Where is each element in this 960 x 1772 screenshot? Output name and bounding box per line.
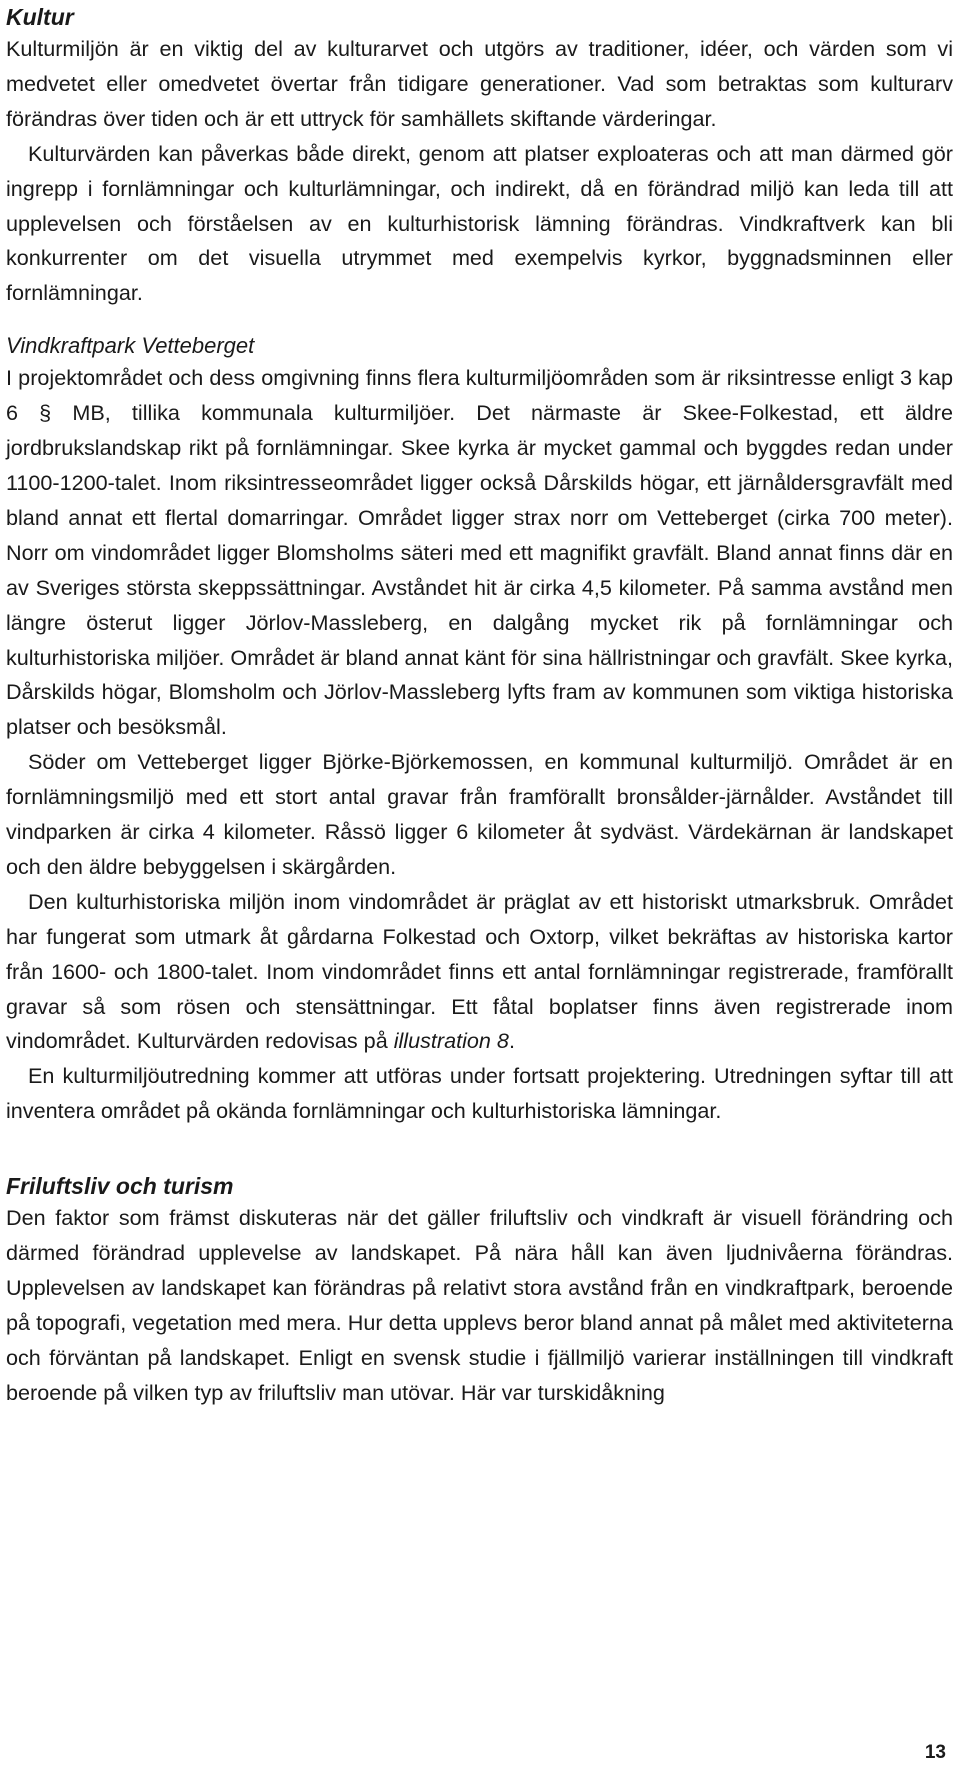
section-heading-friluftsliv: Friluftsliv och turism — [6, 1173, 234, 1200]
illustration-reference: illustration 8 — [393, 1028, 509, 1054]
page-number: 13 — [924, 1742, 946, 1763]
spacer — [6, 311, 953, 331]
paragraph-kulturhistoriska-miljon — [6, 885, 953, 1060]
paragraph-kulturmiljo: Kulturmiljön är en viktig del av kulturarvet och utgörs av traditioner, idéer, och värden som vi medvetet eller omedvetet övertar från tidigare generationer. Vad som betraktas som kulturarv förändras över tiden och är ett uttryck för samhällets skiftande värderingar. — [6, 36, 953, 131]
paragraph-kulturvarden: Kulturvärden kan påverkas både direkt, genom att platser exploateras och att man därmed gör ingrepp i fornlämningar och kulturlämningar, och indirekt, då en förändrad miljö kan leda till att upplevelsen och förståelsen av en kulturhistorisk lämning förändras. Vindkraftverk kan bli konkurrenter om det visuella utrymmet med exempelvis kyrkor, byggnadsminnen eller fornlämningar. — [6, 140, 953, 306]
paragraph-text: Den kulturhistoriska miljön inom vindområdet är präglat av ett historiskt utmarksbruk. Området har fungerat som utmark åt gårdarna Folkestad och Oxtorp, vilket bekräftas av historiska kartor från 1600- och 1800-talet. Inom vindområdet finns ett antal fornlämningar registrerade, framförallt gravar så som rösen och stensättningar. Ett fåtal boplatser finns även registrerade inom vindområdet. Kulturvärden redovisas på — [6, 888, 953, 1054]
document-page — [6, 0, 953, 1411]
paragraph-bjorke: Söder om Vetteberget ligger Björke-Björkemossen, en kommunal kulturmiljö. Området är en fornlämningsmiljö med ett stort antal gravar från framförallt bronsålder-järnålder. Avståndet till vindparken är cirka 4 kilometer. Råssö ligger 6 kilometer åt sydväst. Värdekärnan är landskapet och den äldre bebyggelsen i skärgården. — [6, 749, 953, 879]
paragraph-projektomradet: I projektområdet och dess omgivning finns flera kulturmiljöområden som är riksintresse enligt 3 kap 6 § MB, tillika kommunala kulturmiljöer. Det närmaste är Skee-Folkestad, ett äldre jordbrukslandskap rikt på fornlämningar. Skee kyrka är mycket gammal och byggdes redan under 1100-1200-talet. Inom riksintresseområdet ligger också Dårskilds högar, ett järnåldersgravfält med bland annat ett flertal domarringar. Området ligger strax norr om Vetteberget (cirka 700 meter). Norr om vindområdet ligger Blomsholms säteri med ett magnifikt gravfält. Bland annat finns där en av Sveriges största skeppssättningar. Avståndet hit är cirka 4,5 kilometer. På samma avstånd men längre österut ligger Jörlov-Massleberg, en dalgång mycket rik på fornlämningar och kulturhistoriska miljöer. Området är bland annat känt för sina hällristningar och gravfält. Skee kyrka, Dårskilds högar, Blomsholm och Jörlov-Massleberg lyfts fram av kommunen som viktiga historiska platser och besöksmål. — [6, 365, 953, 740]
paragraph-friluftsliv: Den faktor som främst diskuteras när det gäller friluftsliv och vindkraft är visuell förändring och därmed förändrad upplevelse av landskapet. På nära håll kan även ljudnivåerna förändras. Upplevelsen av landskapet kan förändras på relativt stora avstånd från en vindkraftpark, beroende på topografi, vegetation med mera. Hur detta upplevs beror bland annat på målet med aktiviteterna och förväntan på landskapet. Enligt en svensk studie i fjällmiljö varierar inställningen till vindkraft beroende på vilken typ av friluftsliv man utövar. Här var turskidåkning — [6, 1205, 953, 1405]
section-heading-kultur: Kultur — [6, 4, 74, 30]
paragraph-kulturmiljoutredning: En kulturmiljöutredning kommer att utföras under fortsatt projektering. Utredningen syftar till att inventera området på okända fornlämningar och kulturhistoriska lämningar. — [6, 1063, 953, 1124]
subheading-vindkraftpark-vetteberget: Vindkraftpark Vetteberget — [6, 333, 255, 359]
spacer — [6, 1129, 953, 1169]
paragraph-end: . — [508, 1028, 515, 1054]
